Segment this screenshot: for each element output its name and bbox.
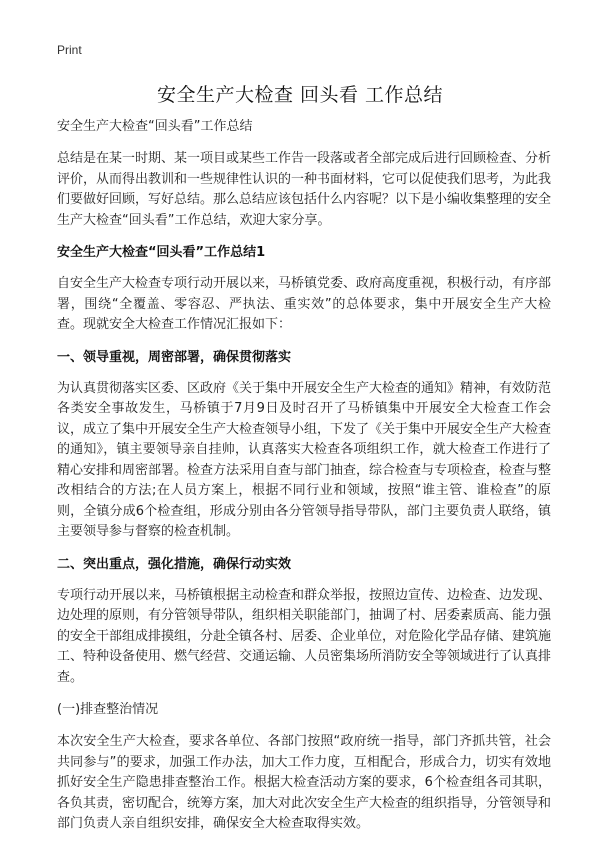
document-subtitle: 安全生产大检查“回头看”工作总结 xyxy=(57,119,253,134)
paragraph-2: 为认真贯彻落实区委、区政府《关于集中开展安全生产大检查的通知》精神，有效防范各类安全事故发生，马桥镇于7月9日及时召开了马桥镇集中开展安全大检查工作会议，成立了集中开展安全生产大检查领导小组，下发了《关于集中开展安全生产大检查的通知》，镇主要领导亲自挂帅，认真落实大检查各项组织工作，就大检查工作进行了精心安排和周密部署。检查方法采用自查与部门抽查，综合检查与专项检查，检查与整改相结合的方法;在人员方案上，根据不同行业和领域，按照“谁主管、谁检查”的原则，全镇分成6个检查组，形成分别由各分管领导指导带队，部门主要负责人联络，镇主要领导参与督察的检查机制。 xyxy=(57,380,552,539)
paragraph-3: 专项行动开展以来，马桥镇根据主动检查和群众举报，按照边宣传、边检查、边发现、边处理的原则，有分管领导带队，组织相关职能部门，抽调了村、居委素质高、能力强的安全干部组成排摸组，分赴全镇各村、居委、企业单位，对危险化学品存储、建筑施工、特种设备使用、燃气经营、交通运输、人员密集场所消防安全等领域进行了认真排查。 xyxy=(57,587,552,685)
heading-1: 一、领导重视，周密部署，确保贯彻落实 xyxy=(57,349,292,365)
paragraph-4: 本次安全生产大检查，要求各单位、各部门按照“政府统一指导，部门齐抓共管，社会共同参与”的要求，加强工作办法，加大工作力度，互相配合，形成合力，切实有效地抓好安全生产隐患排查整治工作。根据大检查活动方案的要求，6个检查组各司其职，各负其责，密切配合，统筹方案，加大对此次安全生产大检查的组织指导，分管领导和部门负责人亲自组织安排，确保安全大检查取得实效。 xyxy=(57,734,552,831)
page-title: 安全生产大检查 回头看 工作总结 xyxy=(156,84,444,106)
section-heading: 安全生产大检查“回头看”工作总结1 xyxy=(57,245,266,260)
intro-paragraph: 总结是在某一时期、某一项目或某些工作告一段落或者全部完成后进行回顾检查、分析评价，从而得出教训和一些规律性认识的一种书面材料，它可以促使我们思考，为此我们要做好回顾，写好总结。那么总结应该包括什么内容呢？以下是小编收集整理的安全生产大检查“回头看”工作总结，欢迎大家分享。 xyxy=(57,151,552,228)
heading-2: 二、突出重点，强化措施，确保行动实效 xyxy=(57,556,292,572)
paragraph-1: 自安全生产大检查专项行动开展以来，马桥镇党委、政府高度重视，积极行动，有序部署，围绕“全覆盖、零容忍、严执法、重实效”的总体要求，集中开展安全生产大检查。现就安全大检查工作情况汇报如下： xyxy=(57,276,552,332)
document-body xyxy=(57,117,551,847)
print-link[interactable]: Print xyxy=(57,43,82,57)
subheading-1: (一)排查整治情况 xyxy=(57,702,159,717)
